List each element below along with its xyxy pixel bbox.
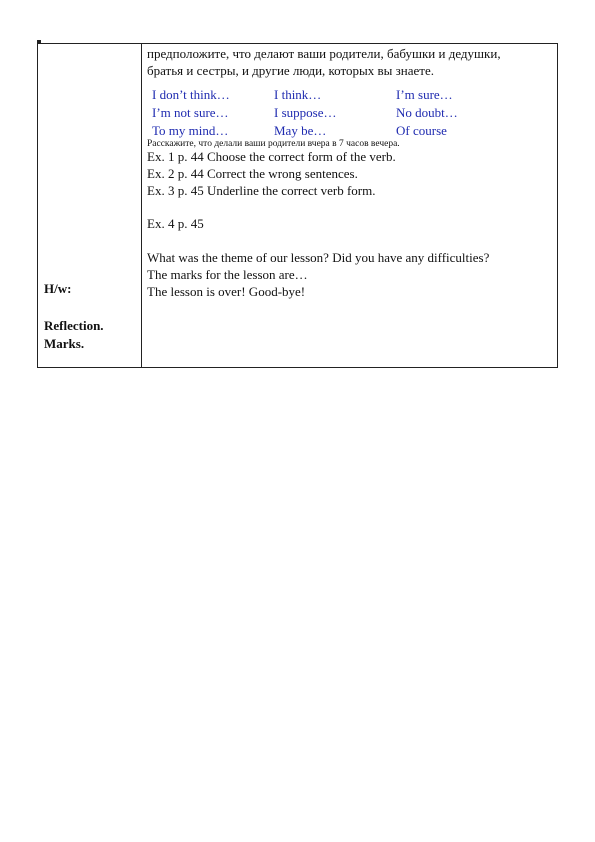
phrase: To my mind…	[152, 123, 229, 138]
phrase: May be…	[274, 123, 327, 138]
reflection-question: What was the theme of our lesson? Did you have any difficulties?	[147, 250, 490, 265]
phrase: I’m not sure…	[152, 105, 229, 120]
stage-column	[42, 44, 140, 367]
exercise-3: Ex. 3 p. 45 Underline the correct verb form.	[147, 183, 376, 198]
phrase: I’m sure…	[396, 87, 453, 102]
lesson-plan-table	[37, 43, 558, 368]
phrase-grid	[152, 87, 512, 141]
phrase: Of course	[396, 123, 447, 138]
exercise-1: Ex. 1 p. 44 Choose the correct form of the verb.	[147, 149, 396, 164]
phrase: I think…	[274, 87, 322, 102]
marks-text: The marks for the lesson are…	[147, 267, 308, 282]
hw-label: H/w:	[44, 281, 72, 296]
goodbye-text: The lesson is over! Good-bye!	[147, 284, 306, 299]
intro-line-2: братья и сестры, и другие люди, которых вы знаете.	[147, 63, 434, 78]
content-column	[147, 44, 552, 367]
exercise-2: Ex. 2 p. 44 Correct the wrong sentences.	[147, 166, 358, 181]
marks-label: Marks.	[44, 336, 85, 351]
exercise-4: Ex. 4 p. 45	[147, 216, 204, 231]
phrase-row	[152, 87, 512, 105]
phrase: No doubt…	[396, 105, 458, 120]
phrase: I don’t think…	[152, 87, 230, 102]
intro-line-1: предположите, что делают ваши родители, бабушки и дедушки,	[147, 46, 501, 61]
reflection-label: Reflection.	[44, 318, 104, 333]
phrase-row	[152, 105, 512, 123]
phrase: I suppose…	[274, 105, 337, 120]
task-instruction: Расскажите, что делали ваши родители вчера в 7 часов вечера.	[147, 139, 400, 149]
column-divider	[141, 44, 142, 367]
